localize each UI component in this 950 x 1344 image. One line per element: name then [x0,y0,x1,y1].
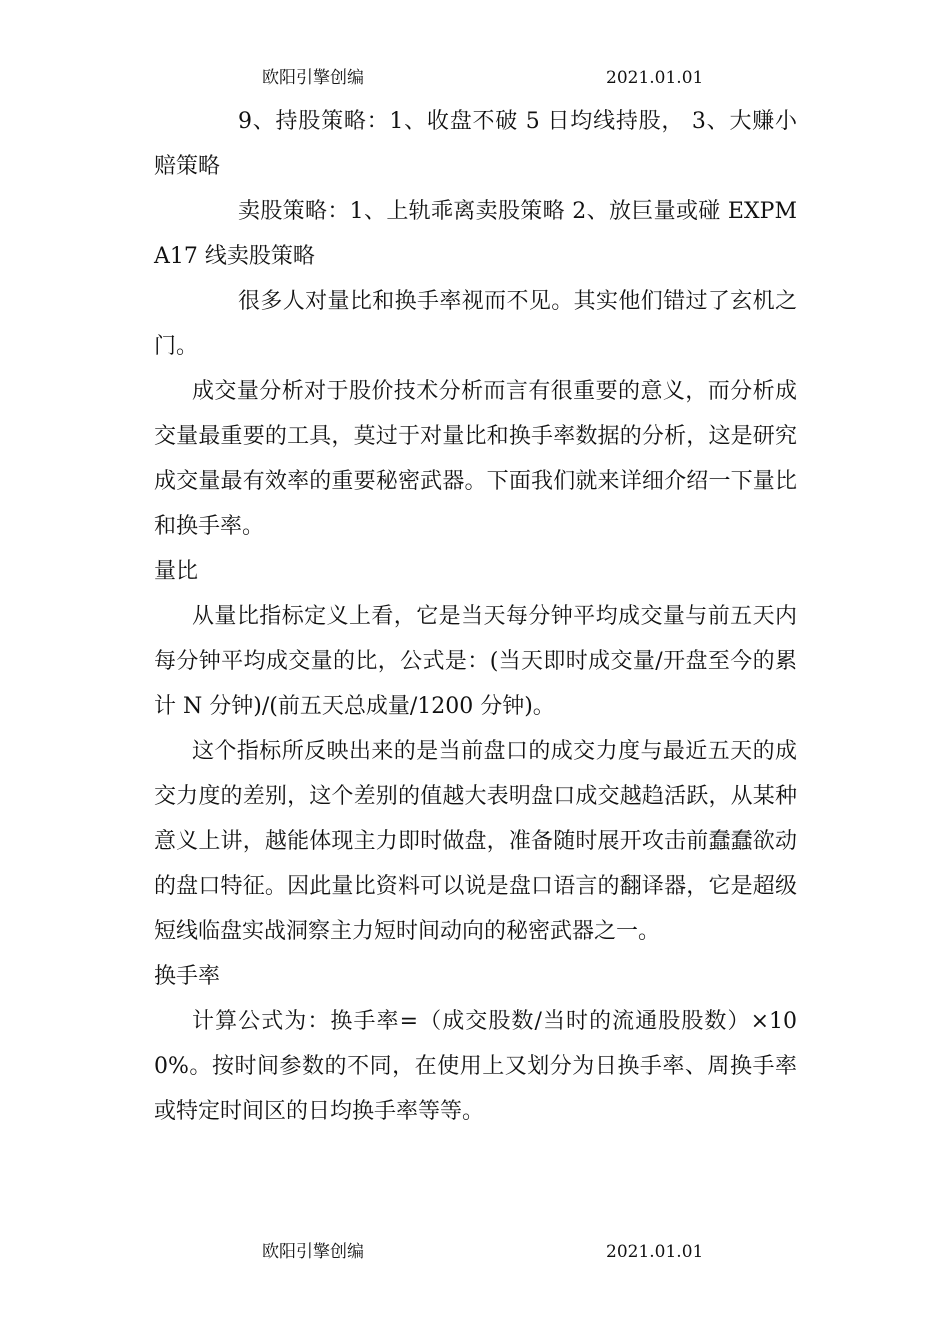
header-author: 欧阳引擎创编 [262,68,364,88]
paragraph-volume-ratio-meaning: 这个指标所反映出来的是当前盘口的成交力度与最近五天的成交力度的差别，这个差别的值越大表明盘口成交越趋活跃，从某种意义上讲，越能体现主力即时做盘，准备随时展开攻击前蠢蠢欲动的盘口特征。因此量比资料可以说是盘口语言的翻译器，它是超级短线临盘实战洞察主力短时间动向的秘密武器之一。 [154,739,797,944]
heading-turnover-rate: 换手率 [154,964,221,989]
paragraph-turnover-formula: 计算公式为：换手率=（成交股数/当时的流通股股数）×100%。按时间参数的不同，在使用上又划分为日换手率、周换手率或特定时间区的日均换手率等等。 [154,1009,797,1124]
paragraph-holding-strategy: 9、持股策略：1、收盘不破 5 日均线持股， 3、大赚小赔策略 [154,109,797,179]
document-body [154,99,797,1134]
paragraph-volume-analysis: 成交量分析对于股价技术分析而言有很重要的意义，而分析成交量最重要的工具，莫过于对量比和换手率数据的分析，这是研究成交量最有效率的重要秘密武器。下面我们就来详细介绍一下量比和换手率。 [154,379,797,539]
page-footer [0,1240,950,1264]
paragraph-selling-strategy: 卖股策略：1、上轨乖离卖股策略 2、放巨量或碰 EXPMA17 线卖股策略 [154,199,797,269]
footer-date: 2021.01.01 [606,1242,704,1262]
footer-author: 欧阳引擎创编 [262,1242,364,1262]
header-date: 2021.01.01 [606,68,704,88]
heading-volume-ratio: 量比 [154,559,199,584]
page-header [0,66,950,90]
paragraph-intro: 很多人对量比和换手率视而不见。其实他们错过了玄机之门。 [154,289,797,359]
paragraph-volume-ratio-definition: 从量比指标定义上看，它是当天每分钟平均成交量与前五天内每分钟平均成交量的比，公式是：(当天即时成交量/开盘至今的累计 N 分钟)/(前五天总成量/1200 分钟)。 [154,604,797,719]
